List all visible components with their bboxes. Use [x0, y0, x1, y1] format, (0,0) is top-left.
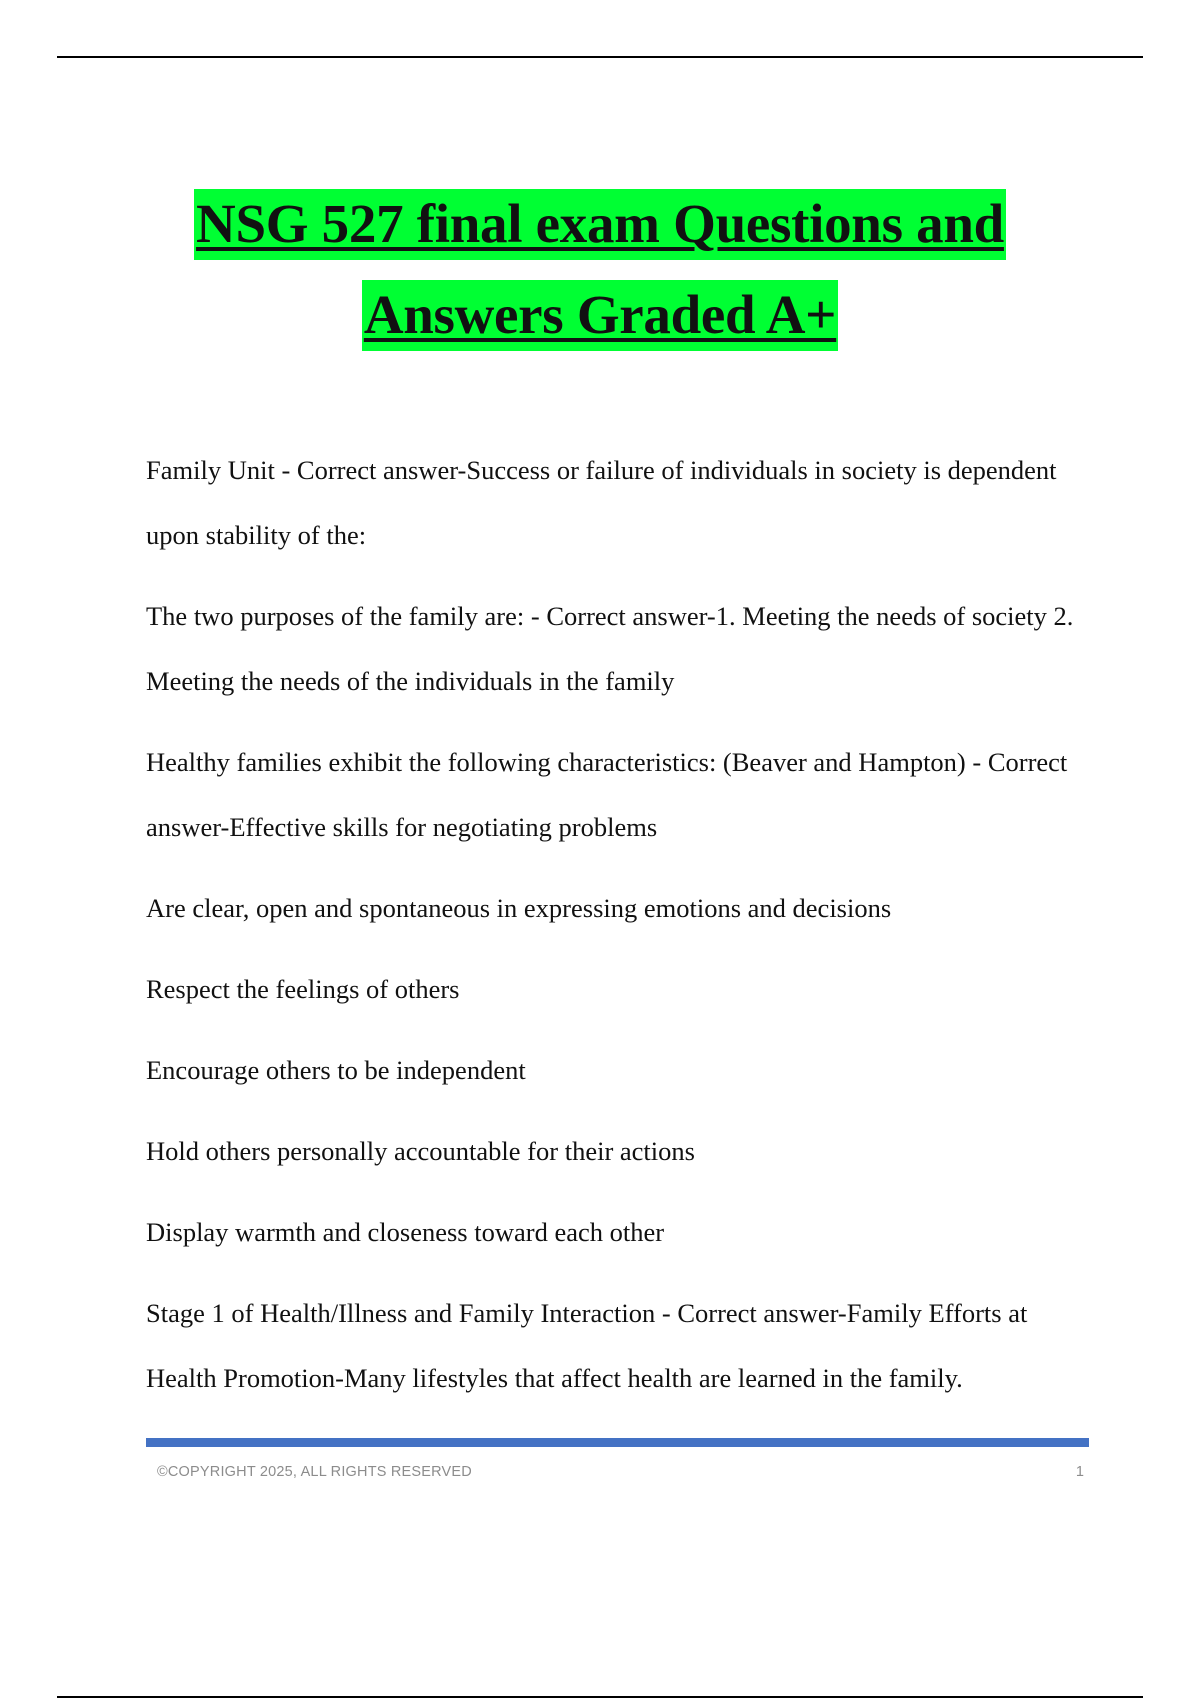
paragraph-healthy-families: Healthy families exhibit the following characteristics: (Beaver and Hampton) - Correct answer-Effective skills for negotiating problems [146, 747, 1068, 842]
paragraph-respect-feelings: Respect the feelings of others [146, 974, 460, 1004]
document-title [0, 178, 1200, 360]
paragraph-accountability: Hold others personally accountable for their actions [146, 1136, 695, 1166]
paragraph-family-unit: Family Unit - Correct answer-Success or failure of individuals in society is dependent upon stability of the: [146, 455, 1057, 550]
page-number: 1 [1075, 1464, 1084, 1480]
paragraph-family-purposes: The two purposes of the family are: - Correct answer-1. Meeting the needs of society 2. Meeting the needs of the individuals in the family [146, 601, 1074, 696]
paragraph-stage-1: Stage 1 of Health/Illness and Family Interaction - Correct answer-Family Efforts at Health Promotion-Many lifestyles that affect health are learned in the family. [146, 1298, 1028, 1393]
paragraph-clear-open: Are clear, open and spontaneous in expressing emotions and decisions [146, 893, 892, 923]
title-line-2: Answers Graded A+ [362, 280, 838, 351]
top-rule [57, 56, 1143, 58]
footer-copyright: ©COPYRIGHT 2025, ALL RIGHTS RESERVED [157, 1464, 472, 1480]
paragraph-warmth: Display warmth and closeness toward each other [146, 1217, 665, 1247]
document-body [146, 438, 1096, 1427]
title-line-1: NSG 527 final exam Questions and [194, 189, 1006, 260]
footer-bar [146, 1438, 1089, 1447]
bottom-rule [57, 1696, 1143, 1698]
paragraph-encourage-independence: Encourage others to be independent [146, 1055, 526, 1085]
